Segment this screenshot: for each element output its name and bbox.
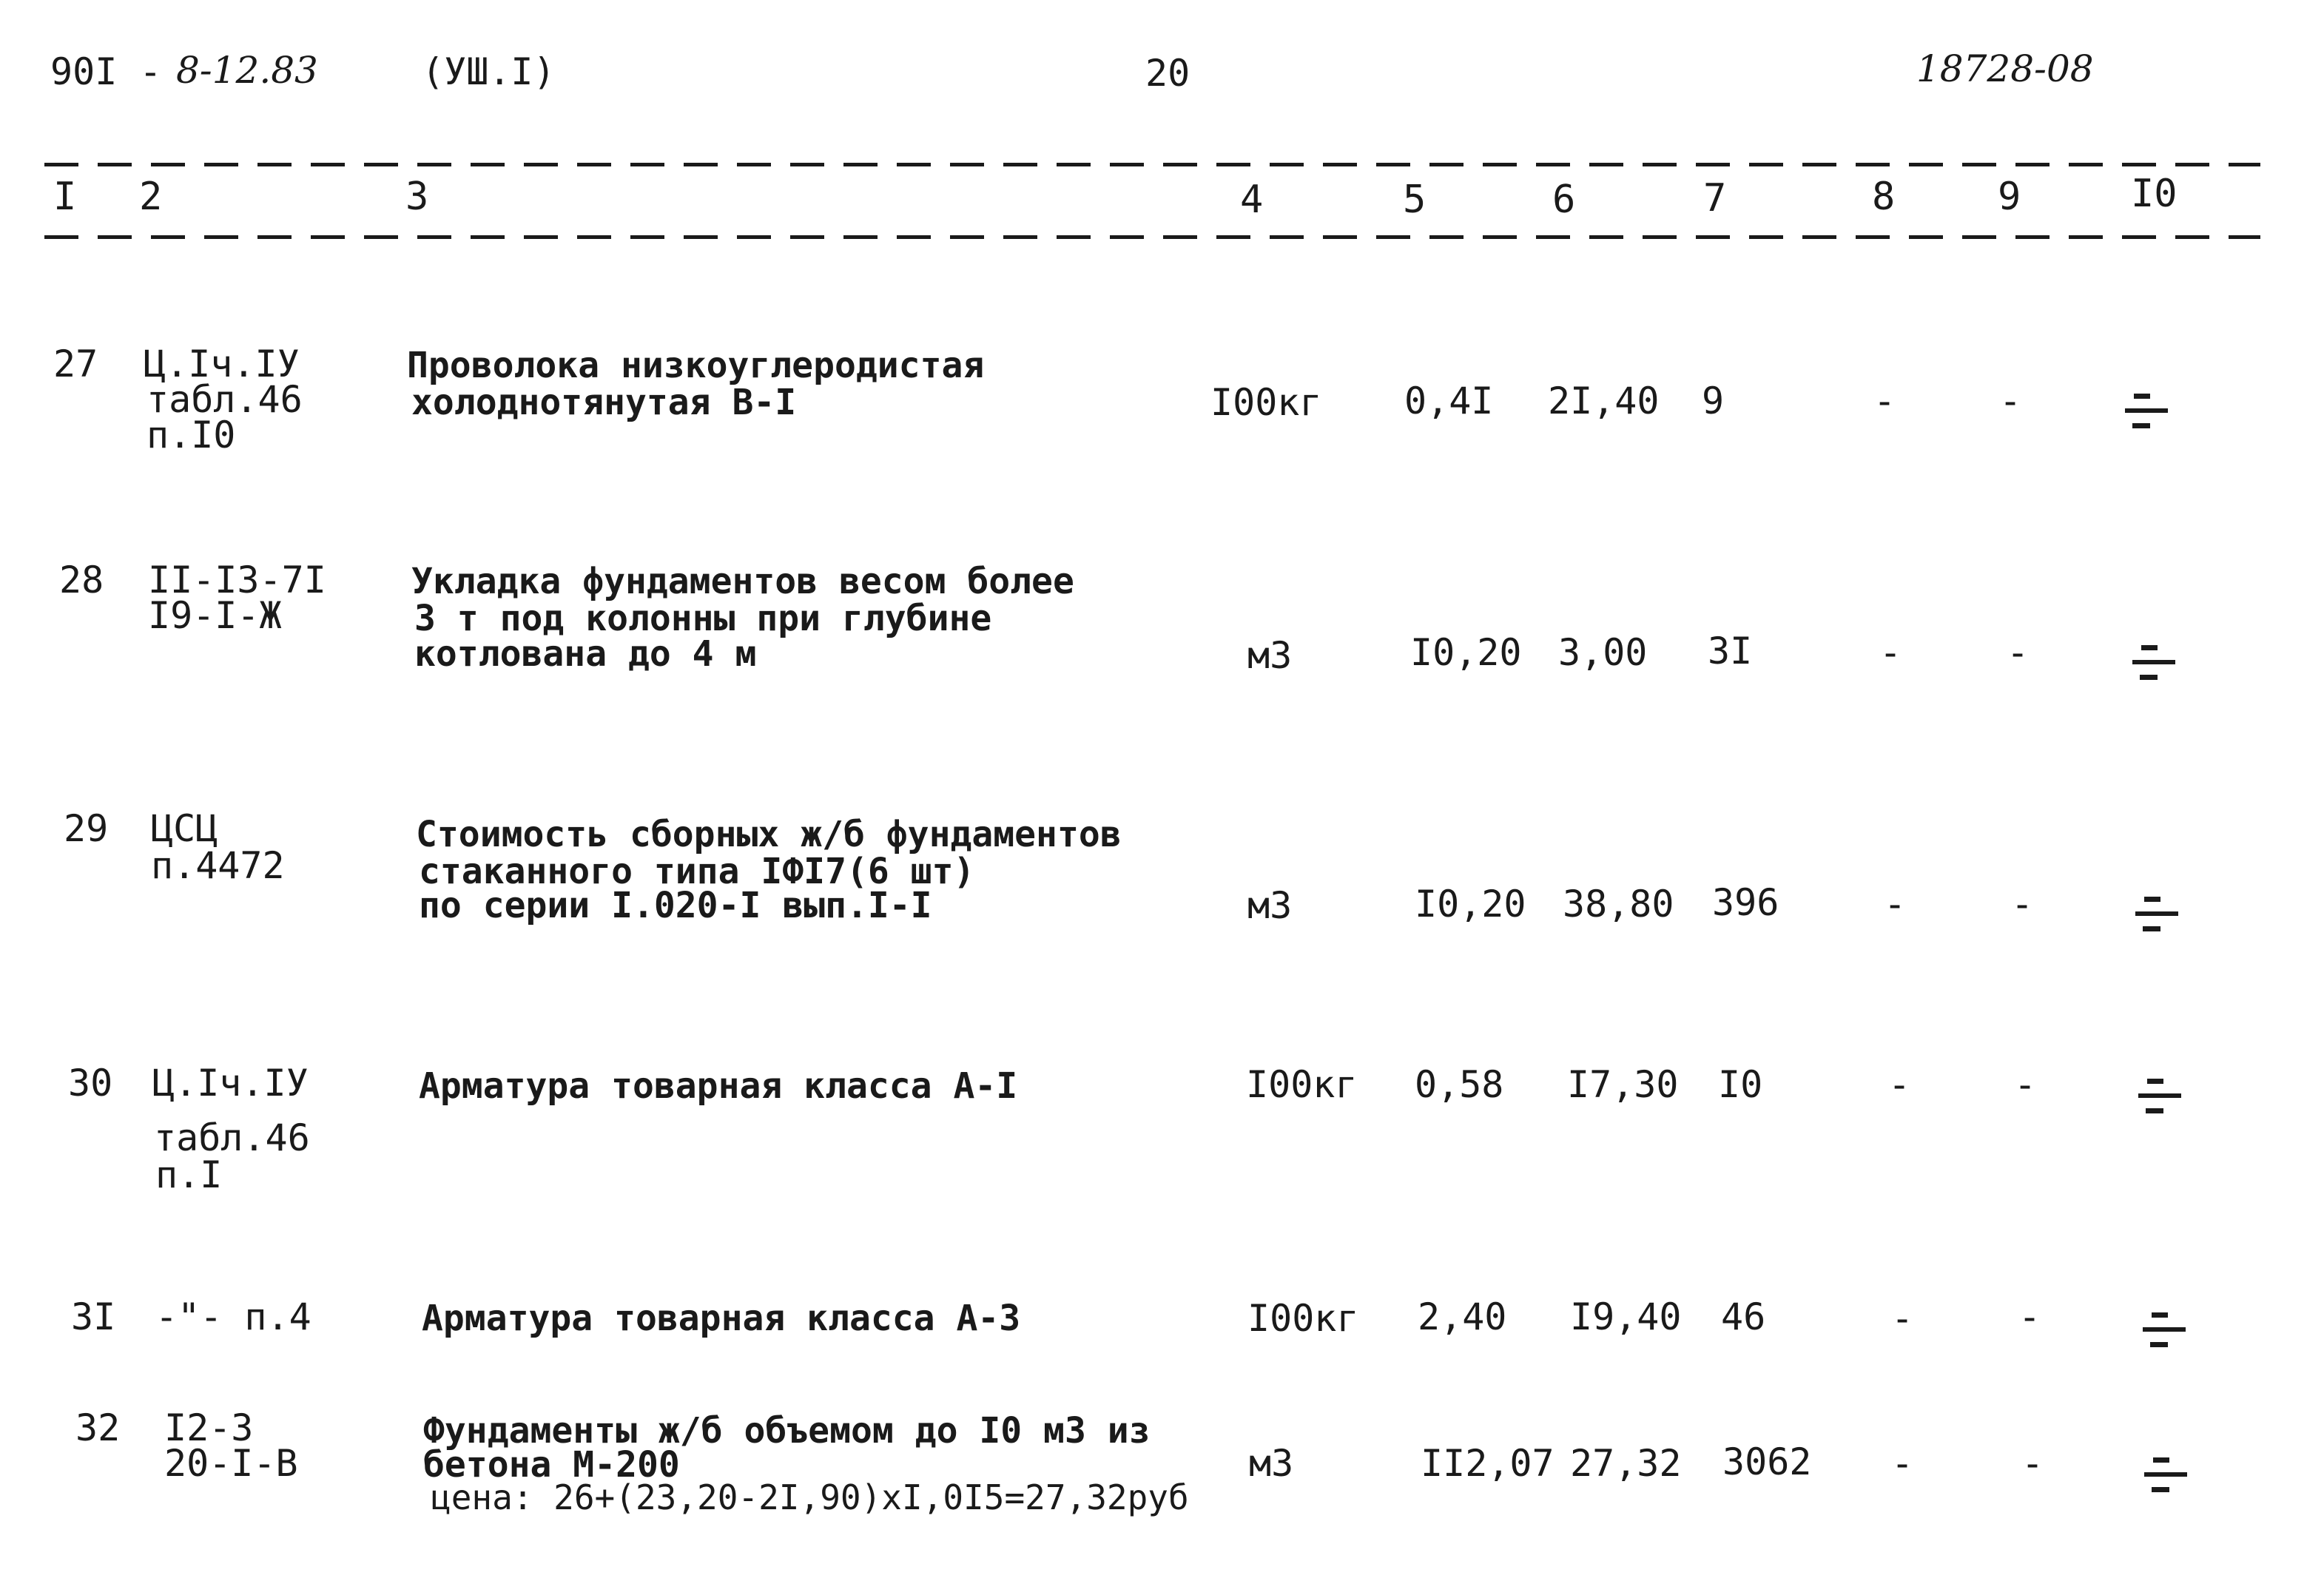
table-header-top-rule (44, 163, 2260, 166)
row-unit: м3 (1247, 634, 1293, 677)
document-code-prefix: 90I - (50, 50, 162, 93)
column-header-10: I0 (2131, 172, 2178, 216)
row-reference: Ц.Iч.IУ (144, 343, 300, 385)
row-reference: табл.46 (146, 378, 303, 421)
row-description: стаканного типа IФI7(6 шт) (419, 851, 975, 892)
row-total: 396 (1712, 881, 1779, 924)
row-description: Арматура товарная класса А-3 (422, 1298, 1021, 1339)
row-reference: II-I3-7I (148, 559, 326, 601)
row-description: Стоимость сборных ж/б фундаментов (416, 814, 1122, 855)
inventory-number-handwritten: 18728-08 (1916, 47, 2094, 90)
row-unit: I00кг (1247, 1297, 1359, 1340)
row-quantity: 0,58 (1415, 1063, 1504, 1106)
row-reference: п.I0 (146, 414, 236, 456)
row-number: 3I (71, 1295, 116, 1338)
document-code-handwritten: 8-12.83 (176, 49, 318, 92)
row-unit: м3 (1247, 884, 1293, 927)
row-unit-price: 3,00 (1558, 631, 1648, 674)
row-unit: I00кг (1210, 381, 1322, 424)
row-unit: I00кг (1246, 1063, 1358, 1106)
row-quantity: 2,40 (1418, 1295, 1507, 1338)
ditto-mark-icon (2132, 644, 2177, 682)
row-col8: - (1884, 883, 1907, 926)
row-reference: табл.46 (154, 1116, 310, 1159)
row-quantity: 0,4I (1404, 380, 1494, 422)
column-header-6: 6 (1552, 178, 1576, 222)
row-total: 9 (1702, 380, 1725, 422)
ditto-mark-icon (2143, 1311, 2187, 1349)
row-unit-price: 27,32 (1570, 1442, 1682, 1485)
row-number: 29 (64, 807, 109, 850)
row-number: 32 (75, 1406, 121, 1449)
row-description: цена: 26+(23,20-2I,90)xI,0I5=27,32руб (431, 1477, 1189, 1517)
row-col9: - (1999, 380, 2022, 422)
column-header-9: 9 (1998, 175, 2021, 219)
column-header-3: 3 (405, 175, 429, 219)
row-unit-price: I9,40 (1570, 1295, 1682, 1338)
row-col9: - (2011, 883, 2034, 926)
row-total: 3062 (1722, 1440, 1812, 1483)
row-number: 27 (53, 343, 98, 385)
row-unit-price: 2I,40 (1548, 380, 1660, 422)
row-description: Арматура товарная класса А-I (419, 1065, 1018, 1107)
row-description: Проволока низкоуглеродистая (407, 345, 985, 386)
row-description: Фундаменты ж/б объемом до I0 м3 из (423, 1410, 1151, 1452)
column-header-2: 2 (139, 175, 163, 219)
page-number: 20 (1145, 52, 1190, 95)
row-number: 30 (68, 1062, 113, 1105)
section-label: (УШ.I) (422, 50, 556, 93)
row-col8: - (1873, 380, 1896, 422)
row-reference: 20-I-В (164, 1442, 298, 1485)
row-number: 28 (59, 559, 104, 601)
row-reference: I2-3 (164, 1406, 254, 1449)
row-col9: - (2007, 631, 2030, 674)
row-quantity: I0,20 (1410, 631, 1522, 674)
row-col8: - (1879, 631, 1902, 674)
table-header-bottom-rule (44, 235, 2260, 239)
column-header-8: 8 (1872, 175, 1896, 219)
row-reference: ЦСЦ (151, 807, 218, 850)
ditto-mark-icon (2138, 1077, 2183, 1116)
ditto-mark-icon (2135, 895, 2180, 934)
row-col8: - (1891, 1297, 1914, 1340)
row-reference: Ц.Iч.IУ (152, 1062, 309, 1105)
row-description: котлована до 4 м (414, 633, 757, 675)
row-description: Укладка фундаментов весом более (411, 561, 1074, 602)
row-unit-price: I7,30 (1567, 1063, 1679, 1106)
row-col9: - (2014, 1063, 2037, 1106)
row-quantity: I0,20 (1415, 883, 1526, 926)
row-reference: п.4472 (151, 844, 285, 887)
row-col8: - (1888, 1063, 1911, 1106)
row-reference: I9-I-Ж (148, 594, 282, 637)
column-header-4: 4 (1240, 178, 1264, 222)
ditto-mark-icon (2144, 1456, 2189, 1494)
ditto-mark-icon (2125, 392, 2169, 431)
row-unit: м3 (1249, 1442, 1294, 1485)
column-header-5: 5 (1403, 178, 1427, 222)
row-col9: - (2018, 1295, 2041, 1338)
row-description: 3 т под колонны при глубине (414, 598, 992, 639)
row-total: 46 (1721, 1295, 1766, 1338)
row-col8: - (1891, 1442, 1914, 1485)
row-total: I0 (1718, 1063, 1763, 1106)
row-description: холоднотянутая В-I (411, 382, 797, 423)
column-header-1: I (53, 175, 77, 219)
row-col9: - (2021, 1442, 2044, 1485)
row-unit-price: 38,80 (1563, 883, 1674, 926)
row-description: по серии I.020-I вып.I-I (419, 885, 932, 926)
row-reference: п.I (155, 1153, 223, 1196)
row-quantity: II2,07 (1421, 1442, 1555, 1485)
row-total: 3I (1708, 630, 1753, 672)
row-description: бетона М-200 (423, 1444, 680, 1486)
row-reference: -"- п.4 (155, 1295, 311, 1338)
column-header-7: 7 (1703, 176, 1727, 220)
